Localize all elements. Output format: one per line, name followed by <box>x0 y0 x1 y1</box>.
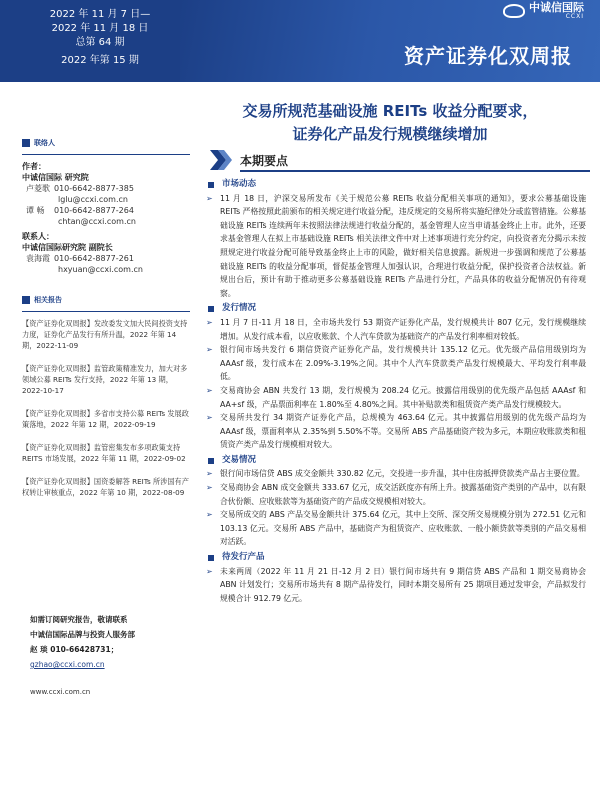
brand-logo-block <box>503 2 584 20</box>
paragraph-text: 11 月 18 日，沪深交易所发布《关于规范公募 REITs 收益分配相关事项的通知》，要求公募基础设施 REITs 严格按照此前颁布的相关规定进行收益分配，违反规定的交易所将实施纪律处分或监管措施。公募基础设施 REITs 连续两年未按照法律法规进行收益分配的，基金管理人应当申请基金终止上市。此外，还要求基金管理人在拟上市基础设施 REITs 相关法律文件中对上述事项进行充分约定，向投资者充分揭示未按照规定进行收益分配可能导致基金终止上市的风险，做好相关信息披露。新规进一步强调和规范了公募基础设施 REITs 的收益分配事项，督促基金管理人加强认识，合理进行收益分配，保护投资者合法权益。新规出台后，预计有助于推动更多公募基础设施 REITs 产品进行分红，产品具体的收益分配情况仍有待观察。 <box>220 193 586 298</box>
issue-info <box>20 8 180 68</box>
related-label-row <box>22 293 190 307</box>
related-report-item[interactable]: 【资产证券化双周报】发改委发文加大民间投资支持力度，证券化产品发行有所升温，2022 年第 14 期，2022-11-09 <box>22 319 188 350</box>
subscribe-line3: 赵 琰 010-66428731； <box>30 645 119 654</box>
author-phone: 010-6642-8877-385 <box>54 184 134 193</box>
header-band <box>0 0 600 82</box>
arrow-bullet-icon: ➢ <box>206 413 213 423</box>
related-report-item[interactable]: 【资产证券化双周报】监管政策精准发力，加大对多领域公募 REITs 发行支持，2022 年第 13 期，2022-10-17 <box>22 364 188 395</box>
left-sidebar <box>22 136 190 510</box>
paragraph-text: 11 月 7 日-11 月 18 日，全市场共发行 53 期资产证券化产品，发行规模共计 807 亿元，发行规模继续增加。从发行成本看，以应收账款、个人汽车贷款为基础资产的产品发行利率相对较低。 <box>220 317 586 341</box>
contact-name: 袁海霞 <box>26 254 50 263</box>
authors-block <box>22 161 190 275</box>
author-email[interactable]: lglu@ccxi.com.cn <box>58 195 128 204</box>
paragraph-text: 交易商协会 ABN 成交金额共 333.67 亿元，成交活跃度亦有所上升。披露基础资产类别的产品中，以有限合伙份额、应收账款等为基础资产的产品成交规模相对较大。 <box>220 483 586 506</box>
website-link[interactable]: www.ccxi.com.cn <box>30 688 91 696</box>
category-heading <box>206 454 586 468</box>
report-title: 资产证券化双周报 <box>404 44 572 68</box>
category-heading <box>206 302 586 316</box>
article-title-line1: 交易所规范基础设施 REITs 收益分配要求， <box>242 102 538 120</box>
authors-org: 中诚信国际 研究院 <box>22 173 89 182</box>
related-label: 相关报告 <box>34 296 62 304</box>
category-name: 交易情况 <box>222 454 257 465</box>
subscribe-block <box>30 612 190 672</box>
key-points-body <box>206 176 586 605</box>
bullet-paragraph <box>206 508 586 549</box>
section-title: 本期要点 <box>240 154 289 168</box>
arrow-bullet-icon: ➢ <box>206 317 213 327</box>
author-name: 谭 畅 <box>26 206 45 215</box>
arrow-bullet-icon: ➢ <box>206 193 213 203</box>
contact-email[interactable]: hxyuan@ccxi.com.cn <box>58 265 143 274</box>
author-name: 卢菱歌 <box>26 184 50 193</box>
arrow-bullet-icon: ➢ <box>206 469 213 479</box>
square-icon <box>22 296 30 304</box>
contact-phone: 010-6642-8877-261 <box>54 254 134 263</box>
paragraph-text: 银行间市场共发行 6 期信贷资产证券化产品，发行规模共计 135.12 亿元。优先级产品信用级别均为 AAAsf 级，发行成本在 2.09%-3.19%之间。其中个人汽车贷款类产品发行规模最大、平均发行利率最低。 <box>220 345 586 382</box>
author-row <box>22 205 190 216</box>
bullet-paragraph <box>206 384 586 411</box>
paragraph-text: 银行间市场信贷 ABS 成交金额共 330.82 亿元，交投进一步升温，其中住房抵押贷款类产品占主要位置。 <box>220 469 585 479</box>
bullet-paragraph <box>206 467 586 481</box>
contacts-label-row <box>22 136 190 150</box>
subscribe-email-link[interactable]: gzhao@ccxi.com.cn <box>30 660 105 669</box>
contact-org: 中诚信国际研究院 副院长 <box>22 243 113 252</box>
category-heading <box>206 551 586 565</box>
date-range-start: 2022 年 11 月 7 日— <box>49 9 151 20</box>
paragraph-text: 交易所成交的 ABS 产品交易金额共计 375.64 亿元，其中上交所、深交所交易规模分别为 272.51 亿元和 103.13 亿元。交易所 ABS 产品中，基础资产为租赁资产、应收账款、一般小额贷款等类别的产品交易相对活跃。 <box>220 510 586 547</box>
chevron-right-icon <box>210 150 232 170</box>
brand-logo-icon <box>503 4 525 18</box>
square-bullet-icon <box>208 555 214 561</box>
arrow-bullet-icon: ➢ <box>206 385 213 395</box>
section-rule <box>240 170 590 172</box>
bullet-paragraph <box>206 316 586 343</box>
related-report-item[interactable]: 【资产证券化双周报】多省市支持公募 REITs 发展政策落地，2022 年第 12 期，2022-09-19 <box>22 409 189 429</box>
related-reports <box>22 293 190 498</box>
arrow-bullet-icon: ➢ <box>206 510 213 520</box>
square-bullet-icon <box>208 182 214 188</box>
bullet-paragraph <box>206 481 586 508</box>
arrow-bullet-icon: ➢ <box>206 345 213 355</box>
issue-number: 2022 年第 15 期 <box>61 55 139 66</box>
category-name: 发行情况 <box>222 303 257 314</box>
total-issue: 总第 64 期 <box>75 37 125 48</box>
article-title <box>190 100 590 146</box>
paragraph-text: 交易所共发行 34 期资产证券化产品，总规模为 463.64 亿元。其中披露信用级别的优先级产品均为 AAAsf 级，票面利率从 2.35%到 5.50%不等。交易所 ABS 产品基础资产较为多元，本期应收账款类和租赁资产类产品发行规模相对较大。 <box>220 413 586 450</box>
brand-sub: CCXI <box>565 13 584 20</box>
arrow-bullet-icon: ➢ <box>206 566 213 576</box>
category-name: 待发行产品 <box>222 552 265 563</box>
arrow-bullet-icon: ➢ <box>206 483 213 493</box>
subscribe-line1: 如需订阅研究报告，敬请联系 <box>30 615 128 624</box>
author-phone: 010-6642-8877-264 <box>54 206 134 215</box>
divider <box>22 154 190 155</box>
bullet-paragraph <box>206 565 586 606</box>
divider <box>22 311 190 312</box>
bullet-paragraph <box>206 343 586 384</box>
paragraph-text: 未来两周（2022 年 11 月 21 日-12 月 2 日）银行间市场共有 9 期信贷 ABS 产品和 1 期交易商协会 ABN 计划发行；交易所市场共有 8 期产品待发行，同时本期交易所有 25 期项目通过发审会，产品拟发行规模合计 912.79 亿元。 <box>220 566 586 603</box>
bullet-paragraph <box>206 411 586 452</box>
contact-label: 联系人： <box>22 232 54 241</box>
bullet-paragraph <box>206 192 586 301</box>
date-range-end: 2022 年 11 月 18 日 <box>51 23 149 34</box>
square-bullet-icon <box>208 306 214 312</box>
category-heading <box>206 178 586 192</box>
related-report-item[interactable]: 【资产证券化双周报】监管密集发布多项政策支持 REITS 市场发展，2022 年第 11 期，2022-09-02 <box>22 443 186 463</box>
authors-label: 作者： <box>22 162 46 171</box>
square-bullet-icon <box>208 458 214 464</box>
contact-row <box>22 253 190 264</box>
author-row <box>22 183 190 194</box>
paragraph-text: 交易商协会 ABN 共发行 13 期，发行规模为 208.24 亿元。披露信用级别的优先级产品包括 AAAsf 和 AA+sf 级，产品票面利率在 1.80%至 4.80%之间。其中补贴款类和租赁资产类产品发行规模较大。 <box>220 385 586 409</box>
category-name: 市场动态 <box>222 179 257 189</box>
contacts-label: 联络人 <box>34 139 55 147</box>
brand-name: 中诚信国际 <box>529 1 584 14</box>
author-email[interactable]: chtan@ccxi.com.cn <box>58 217 136 226</box>
article-title-line2: 证券化产品发行规模继续增加 <box>292 125 488 143</box>
section-heading <box>210 148 590 172</box>
related-report-item[interactable]: 【资产证券化双周报】国资委解答 REITs 所涉国有产权转让审核重点，2022 年第 10 期，2022-08-09 <box>22 477 189 497</box>
square-icon <box>22 139 30 147</box>
subscribe-line2: 中诚信国际品牌与投资人服务部 <box>30 630 135 639</box>
